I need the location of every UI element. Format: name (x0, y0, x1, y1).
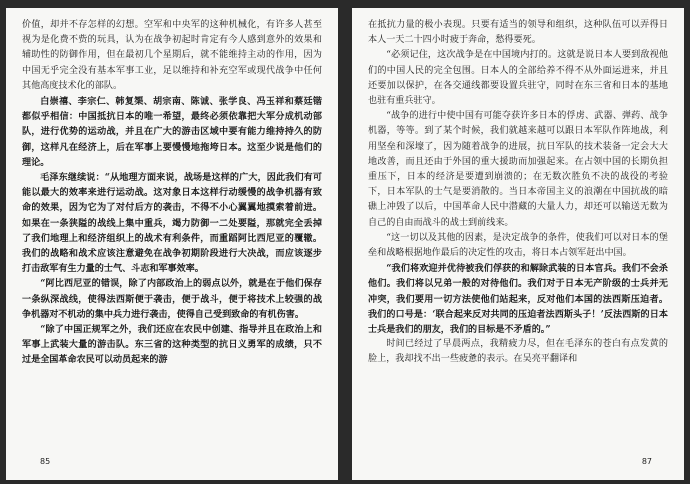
right-paragraph-4: “这一切以及其他的因素，是决定战争的条件，使我们可以对日本的堡垒和战略根据地作最后的决定性的攻击，将日本占领军赶出中国。 (368, 232, 668, 259)
right-paragraph-6: 时间已经过了早晨两点，我精疲力尽，但在毛泽东的苍白有点发黄的脸上，我却找不出一些疲惫的表示。在吴亮平翻译和 (368, 339, 668, 365)
left-paragraph-5: “除了中国正规军之外，我们还应在农民中创建、指导并且在政治上和军事上武装大量的游击队。东三省的这种类型的抗日义勇军的成绩，只不过是全国革命农民可以动员起来的游 (22, 324, 322, 366)
right-page (352, 8, 684, 480)
right-page-number: 87 (641, 457, 652, 466)
left-paragraph-2: 白崇禧、李宗仁、韩复榘、胡宗南、陈诚、张学良、冯玉祥和蔡廷锴都似乎相信：中国抵抗日本的唯一希望，最终必须依靠把大军分成机动部队，进行优势的运动战，并且在广大的游击区域中要有能力维持持久的防御，这样凡在经济上，后在军事上要慢慢地拖垮日本。这至少说是他们的理论。 (22, 96, 322, 168)
right-paragraph-1: 在抵抗力量的极小表现。只要有适当的领导和组织，这种队伍可以弄得日本人一天二十四小时疲于奔命，愁得要死。 (368, 20, 668, 46)
right-paragraph-3: “战争的进行中使中国有可能夺获许多日本的俘虏、武器、弹药、战争机器，等等。到了某个时候，我们就越来越可以跟日本军队作阵地战，利用坚垒和深壕了，因为随着战争的进展，抗日军队的技术装备一定会大大地改善，而且还由于外国的重大援助而加强起来。在占领中国的长期负担重压下，日本的经济是要遭到崩溃的；在无数次胜负不决的战役的考验下，日本军队的士气是要消散的。当日本帝国主义的浪潮在中国抗战的暗礁上冲毁了以后，中国革命人民中潜藏的大量人力，却还可以输送无数为自己的自由而战斗的战士到前线来。 (368, 111, 668, 228)
left-paragraph-1: 价值，却并不存怎样的幻想。空军和中央军的这种机械化，有许多人甚至视为是化费不赀的玩具，认为在战争初起时肯定有今人感到意外的效果和辅助性的防御作用，但在最初几个星期后，就不能维持主动的作用，因为中国无乎完全没有基本军事工业，足以维持和补充空军或现代战争中任何其他高度技术化的部队。 (22, 20, 322, 91)
left-paragraph-3: 毛泽东继续说：“从地理方面来说，战场是这样的广大，因此我们有可能以最大的效率来进行运动战。这对象日本这样行动缓慢的战争机器有致命的效果，因为它为了对付后方的袭击，不得不小心翼翼地摸索着前进。如果在一条狭隘的战线上集中重兵，竭力防御一二处要隘，那就完全丢掉了我们地理上和经济组织上的战术有利条件，而重蹈阿比西尼亚的覆辙。我们的战略和战术应该注意避免在战争初期阶段进行大决战，而应该逐步打击敌军有生力量的士气、斗志和军事效率。 (22, 172, 322, 275)
left-page-number: 85 (40, 457, 51, 466)
right-paragraph-5: “我们将欢迎并优待被我们俘获的和解除武装的日本官兵。我们不会杀他们。我们将以兄弟一般的对待他们。我们对于日本无产阶级的士兵并无冲突，我们要用一切方法使他们站起来，反对他们本国的法西斯压迫者。我们的口号是：‘联合起来反对共同的压迫者法西斯头子！’反法西斯的日本士兵是我们的朋友，我们的目标是不矛盾的。” (368, 263, 668, 336)
right-paragraph-2: “必须记住，这次战争是在中国境内打的。这就是说日本人要到敌视他们的中国人民的完全包围。日本人的全部给养不得不从外面运进来，并且还要加以保护，在各交通线都要设置兵驻守，同时在东三省和日本的基地也驻有重兵驻守。 (368, 50, 668, 107)
left-page (6, 8, 338, 480)
left-paragraph-4: “阿比西尼亚的错误，除了内部政治上的弱点以外，就是在于他们保存一条纵深战线，使得法西斯便于袭击，便于战斗，便于将技术上较强的战争机器对不机动的集中兵力进行袭击，使得自己受到致命的有机伤害。 (22, 278, 322, 320)
